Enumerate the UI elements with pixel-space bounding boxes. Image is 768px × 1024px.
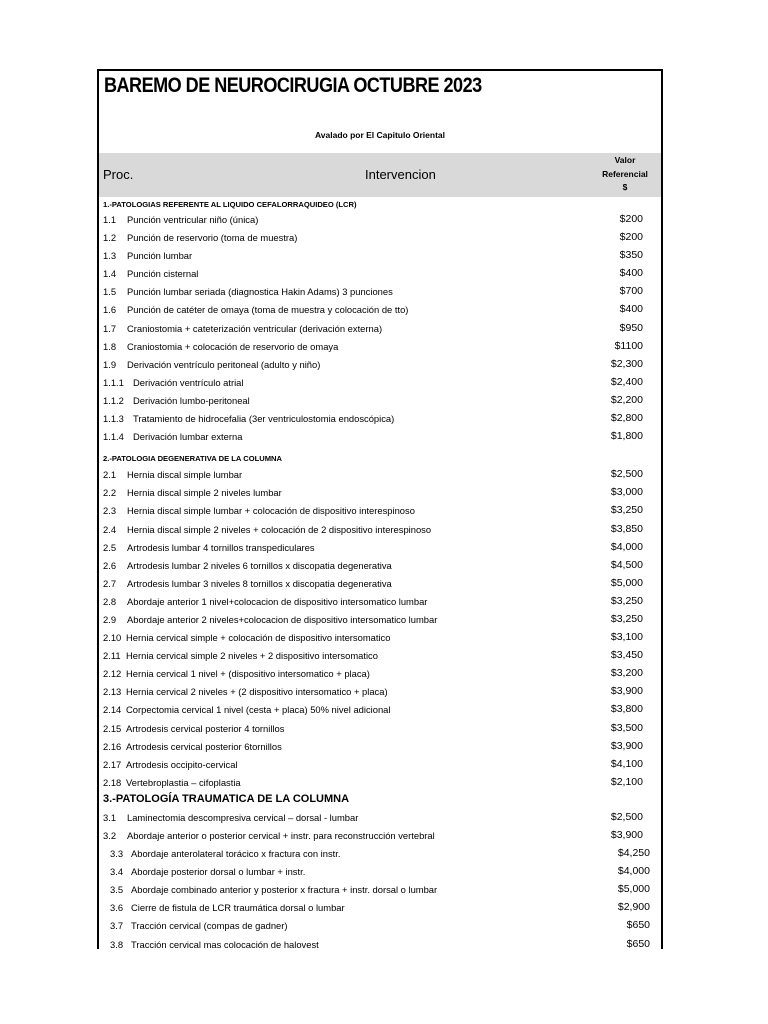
section-header	[99, 197, 661, 211]
proc-code: 3.3	[110, 848, 124, 860]
table-row	[99, 557, 661, 575]
reference-value: $3,900	[610, 685, 643, 698]
reference-value: $400	[619, 303, 643, 316]
table-row	[99, 484, 661, 502]
table-row	[99, 466, 661, 484]
intervention-description: Artrodesis cervical posterior 4 tornillos	[126, 722, 285, 734]
header-valor-line1: Valor	[614, 155, 636, 165]
proc-code: 2.4	[103, 523, 117, 535]
proc-code: 2.14	[103, 704, 122, 716]
proc-code: 3.8	[110, 938, 124, 950]
table-row	[99, 521, 661, 539]
reference-value: $2,500	[610, 468, 643, 481]
document-subtitle: Avalado por El Capitulo Oriental	[314, 130, 446, 140]
proc-code: 2.5	[103, 541, 117, 553]
section-title: 3.-PATOLOGÍA TRAUMATICA DE LA COLUMNA	[103, 792, 350, 805]
reference-value: $3,250	[610, 504, 643, 517]
section-title: 2.-PATOLOGIA DEGENERATIVA DE LA COLUMNA	[103, 454, 283, 464]
table-row	[99, 720, 661, 738]
section-header	[99, 446, 661, 466]
reference-value: $2,200	[610, 393, 643, 406]
table-row	[99, 247, 661, 265]
proc-code: 2.13	[103, 686, 122, 698]
table-row	[99, 863, 661, 881]
intervention-description: Vertebroplastia – cifoplastia	[126, 776, 241, 788]
proc-code: 3.5	[110, 884, 124, 896]
reference-value: $350	[619, 249, 643, 262]
intervention-description: Laminectomia descompresiva cervical – dorsal - lumbar	[127, 811, 359, 823]
table-row	[99, 229, 661, 247]
reference-value: $3,900	[610, 829, 643, 841]
reference-value: $4,000	[617, 865, 650, 878]
intervention-description: Craniostomia + colocación de reservorio de omaya	[127, 340, 339, 352]
header-valor-line3: $	[622, 182, 628, 192]
intervention-description: Tracción cervical mas colocación de halovest	[131, 938, 319, 950]
proc-code: 2.15	[103, 722, 122, 734]
table-row	[99, 428, 661, 446]
proc-code: 1.1	[103, 214, 117, 225]
reference-value: $400	[619, 267, 643, 280]
intervention-description: Punción ventricular niño (única)	[127, 214, 259, 225]
intervention-description: Hernia discal simple lumbar + colocación de dispositivo interespinoso	[127, 505, 415, 517]
reference-value: $3,100	[610, 631, 643, 644]
reference-value: $3,800	[610, 703, 643, 716]
proc-code: 2.10	[103, 632, 122, 644]
reference-value: $2,900	[617, 901, 650, 914]
reference-value: $3,450	[610, 649, 643, 662]
intervention-description: Abordaje anterior 2 niveles+colocacion de dispositivo intersomatico lumbar	[127, 613, 438, 625]
intervention-description: Derivación ventrículo peritoneal (adulto y niño)	[127, 358, 321, 370]
reference-value: $3,250	[610, 594, 643, 607]
table-header	[99, 153, 661, 197]
table-row	[99, 301, 661, 319]
intervention-description: Abordaje combinado anterior y posterior x fractura + instr. dorsal o lumbar	[131, 884, 438, 896]
section-title: 1.-PATOLOGIAS REFERENTE AL LIQUIDO CEFALORRAQUIDEO (LCR)	[103, 200, 357, 209]
proc-code: 1.1.3	[103, 413, 124, 425]
intervention-description: Hernia discal simple 2 niveles + colocación de 2 dispositivo interespinoso	[127, 523, 432, 535]
proc-code: 2.3	[103, 505, 117, 517]
reference-value: $5,000	[610, 576, 643, 589]
proc-code: 2.11	[103, 650, 121, 662]
header-intervencion: Intervencion	[365, 167, 436, 182]
intervention-description: Hernia cervical simple 2 niveles + 2 dispositivo intersomatico	[126, 650, 378, 662]
proc-code: 2.1	[103, 469, 117, 481]
reference-value: $3,500	[610, 721, 643, 734]
reference-value: $1100	[614, 339, 643, 352]
intervention-description: Abordaje anterior o posterior cervical + instr. para reconstrucción vertebral	[127, 830, 435, 841]
intervention-description: Abordaje anterolateral torácico x fractura con instr.	[131, 848, 341, 860]
proc-code: 2.8	[103, 595, 117, 607]
reference-value: $2,500	[610, 810, 643, 823]
table-row	[99, 809, 661, 827]
proc-code: 1.1.1	[103, 376, 124, 388]
intervention-description: Punción cisternal	[127, 268, 199, 280]
proc-code: 1.3	[103, 250, 117, 262]
table-row	[99, 410, 661, 428]
reference-value: $4,250	[617, 847, 650, 860]
intervention-description: Hernia cervical 1 nivel + (dispositivo intersomatico + placa)	[126, 668, 370, 680]
proc-code: 2.12	[103, 668, 122, 680]
intervention-description: Hernia cervical simple + colocación de dispositivo intersomatico	[126, 632, 391, 644]
reference-value: $650	[626, 919, 650, 932]
reference-value: $950	[619, 321, 643, 334]
proc-code: 3.6	[110, 902, 124, 914]
header-valor	[595, 154, 655, 195]
proc-code: 3.4	[110, 866, 124, 878]
proc-code: 2.2	[103, 487, 117, 499]
table-row	[99, 539, 661, 557]
reference-value: $200	[619, 231, 643, 244]
intervention-description: Hernia discal simple lumbar	[127, 469, 243, 481]
intervention-description: Abordaje anterior 1 nivel+colocacion de dispositivo intersomatico lumbar	[127, 595, 428, 607]
proc-code: 2.16	[103, 740, 122, 752]
table-row	[99, 320, 661, 338]
proc-code: 1.6	[103, 304, 117, 316]
table-row	[99, 917, 661, 935]
intervention-description: Artrodesis lumbar 3 niveles 8 tornillos x discopatia degenerativa	[127, 577, 392, 589]
table-row	[99, 356, 661, 374]
table-row	[99, 647, 661, 665]
table-row	[99, 392, 661, 410]
table-row	[99, 593, 661, 611]
table-row	[99, 502, 661, 520]
proc-code: 2.6	[103, 559, 117, 571]
intervention-description: Artrodesis lumbar 2 niveles 6 tornillos x discopatia degenerativa	[127, 559, 392, 571]
table-row	[99, 756, 661, 774]
reference-value: $2,300	[610, 357, 643, 370]
table-row	[99, 683, 661, 701]
table-row	[99, 899, 661, 917]
table-row	[99, 738, 661, 756]
proc-code: 1.1.4	[103, 431, 124, 443]
proc-code: 1.5	[103, 286, 117, 298]
table-row	[99, 211, 661, 229]
proc-code: 2.9	[103, 613, 117, 625]
table-row	[99, 665, 661, 683]
reference-value: $4,000	[610, 540, 643, 553]
reference-value: $3,850	[610, 522, 643, 535]
intervention-description: Abordaje posterior dorsal o lumbar + instr.	[131, 866, 306, 878]
intervention-description: Derivación ventrículo atrial	[133, 376, 244, 388]
table-row	[99, 611, 661, 629]
reference-value: $2,800	[610, 412, 643, 425]
table-row	[99, 845, 661, 863]
table-row	[99, 881, 661, 899]
reference-value: $1,800	[610, 430, 643, 443]
table-row	[99, 629, 661, 647]
reference-value: $3,200	[610, 667, 643, 680]
intervention-description: Punción de reservorio (toma de muestra)	[127, 232, 298, 244]
proc-code: 1.8	[103, 340, 117, 352]
proc-code: 1.1.2	[103, 394, 124, 406]
section-header	[99, 792, 661, 809]
reference-value: $700	[619, 285, 643, 298]
intervention-description: Artrodesis cervical posterior 6tornillos	[126, 740, 282, 752]
reference-value: $3,000	[610, 486, 643, 499]
intervention-description: Artrodesis lumbar 4 tornillos transpediculares	[127, 541, 315, 553]
document-sheet	[97, 69, 663, 949]
intervention-description: Derivación lumbo-peritoneal	[133, 394, 250, 406]
proc-code: 1.2	[103, 232, 117, 244]
proc-code: 2.18	[103, 776, 122, 788]
reference-value: $200	[619, 213, 643, 225]
reference-value: $2,100	[610, 775, 643, 788]
table-row	[99, 936, 661, 954]
reference-value: $650	[626, 937, 650, 950]
proc-code: 3.7	[110, 920, 124, 932]
document-title: BAREMO DE NEUROCIRUGIA OCTUBRE 2023	[104, 74, 482, 97]
intervention-description: Corpectomia cervical 1 nivel (cesta + placa) 50% nivel adicional	[126, 704, 391, 716]
intervention-description: Punción de catéter de omaya (toma de muestra y colocación de tto)	[127, 304, 409, 316]
proc-code: 1.9	[103, 358, 117, 370]
table-row	[99, 283, 661, 301]
intervention-description: Craniostomia + cateterización ventricular (derivación externa)	[127, 322, 383, 334]
intervention-description: Cierre de fistula de LCR traumática dorsal o lumbar	[131, 902, 345, 914]
intervention-description: Artrodesis occipito-cervical	[126, 758, 238, 770]
header-proc: Proc.	[103, 167, 134, 182]
intervention-description: Punción lumbar seriada (diagnostica Hakin Adams) 3 punciones	[127, 286, 393, 298]
intervention-description: Tratamiento de hidrocefalia (3er ventriculostomia endoscópica)	[133, 413, 395, 425]
reference-value: $4,100	[610, 757, 643, 770]
reference-value: $3,250	[610, 612, 643, 625]
intervention-description: Derivación lumbar externa	[133, 431, 243, 443]
reference-value: $2,400	[610, 375, 643, 388]
proc-code: 3.2	[103, 830, 117, 841]
table-row	[99, 374, 661, 392]
table-row	[99, 827, 661, 845]
proc-code: 2.17	[103, 758, 122, 770]
table-row	[99, 338, 661, 356]
proc-code: 1.7	[103, 322, 117, 334]
proc-code: 3.1	[103, 811, 117, 823]
intervention-description: Hernia cervical 2 niveles + (2 dispositivo intersomatico + placa)	[126, 686, 388, 698]
reference-value: $3,900	[610, 739, 643, 752]
header-valor-line2: Referencial	[602, 168, 648, 179]
table-body	[99, 197, 661, 954]
table-row	[99, 774, 661, 792]
proc-code: 2.7	[103, 577, 117, 589]
intervention-description: Tracción cervical (compas de gadner)	[131, 920, 288, 932]
table-row	[99, 575, 661, 593]
table-row	[99, 265, 661, 283]
intervention-description: Punción lumbar	[127, 250, 193, 262]
reference-value: $4,500	[610, 558, 643, 571]
table-row	[99, 701, 661, 719]
intervention-description: Hernia discal simple 2 niveles lumbar	[127, 487, 282, 499]
proc-code: 1.4	[103, 268, 117, 280]
reference-value: $5,000	[617, 883, 650, 896]
